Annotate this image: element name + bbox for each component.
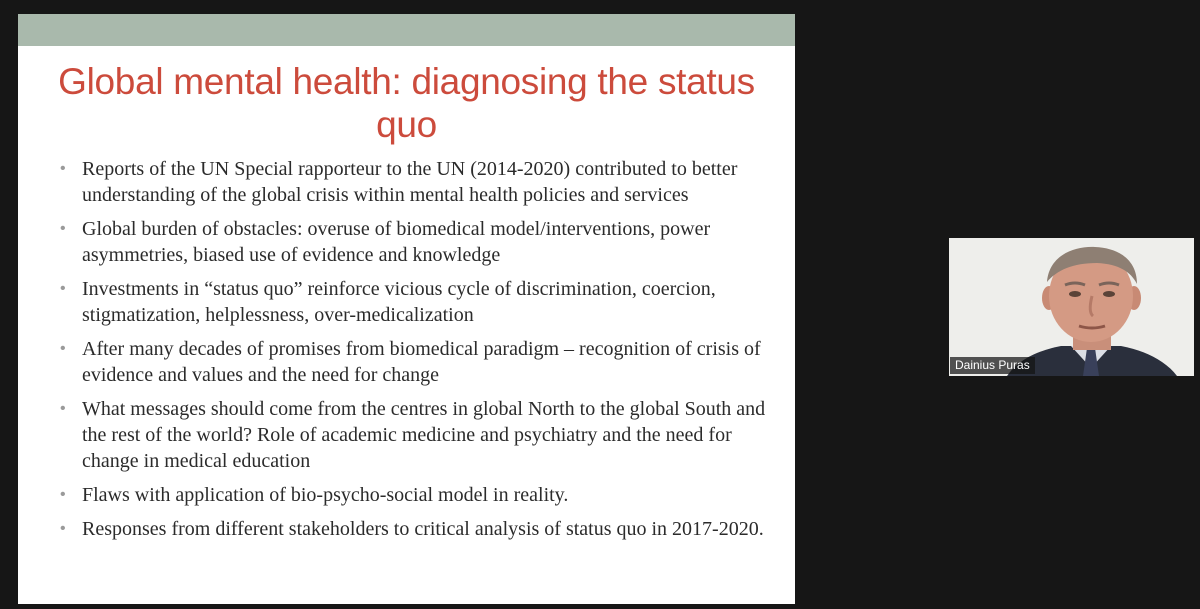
bullet-dot-icon: • (60, 520, 66, 537)
slide-bullet (58, 216, 778, 268)
slide-bullet (58, 156, 778, 208)
bullet-dot-icon: • (60, 160, 66, 177)
slide-header-band (18, 14, 795, 46)
slide-bullet (58, 276, 778, 328)
slide-bullet (58, 396, 778, 474)
participant-name-label: Dainius Puras (950, 357, 1035, 374)
bullet-dot-icon: • (60, 486, 66, 503)
slide-bullet-text: Flaws with application of bio-psycho-social model in reality. (82, 484, 569, 506)
slide-bullet-text: What messages should come from the centres in global North to the global South and the rest of the world? Role of academic medicine and psychiatry and the need for change in medical education (82, 398, 766, 472)
slide-bullet-text: Reports of the UN Special rapporteur to the UN (2014-2020) contributed to better understanding of the global crisis within mental health policies and services (82, 158, 738, 206)
participant-video-tile[interactable] (949, 238, 1194, 376)
bullet-dot-icon: • (60, 280, 66, 297)
slide-bullet-list (58, 156, 778, 550)
slide-bullet (58, 336, 778, 388)
slide-bullet-text: After many decades of promises from biomedical paradigm – recognition of crisis of evidence and values and the need for change (82, 338, 761, 386)
slide-bullet (58, 482, 778, 508)
bullet-dot-icon: • (60, 340, 66, 357)
slide-title: Global mental health: diagnosing the status quo (58, 61, 755, 145)
slide-bullet-text: Global burden of obstacles: overuse of biomedical model/interventions, power asymmetries, biased use of evidence and knowledge (82, 218, 711, 266)
slide-bullet-text: Responses from different stakeholders to critical analysis of status quo in 2017-2020. (82, 518, 764, 540)
bullet-dot-icon: • (60, 400, 66, 417)
bullet-dot-icon: • (60, 220, 66, 237)
participant-video-feed (949, 238, 1194, 376)
slide-bullet-text: Investments in “status quo” reinforce vicious cycle of discrimination, coercion, stigmatization, helplessness, over-medicalization (82, 278, 716, 326)
shared-slide (18, 14, 795, 604)
slide-bullet (58, 516, 778, 542)
